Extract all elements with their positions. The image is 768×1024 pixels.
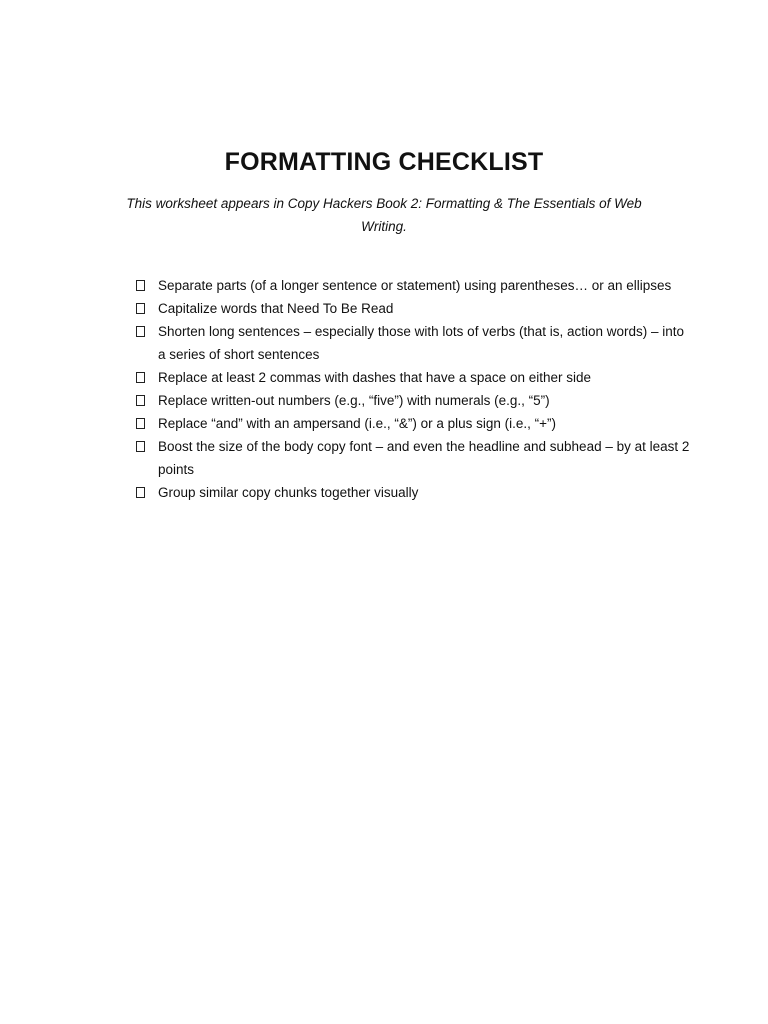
checklist-item-parentheses — [134, 274, 694, 297]
checklist-item-capitalize — [134, 297, 694, 320]
checkbox-icon[interactable] — [136, 418, 145, 429]
checkbox-icon[interactable] — [136, 326, 145, 337]
checklist-item-text: Replace at least 2 commas with dashes that have a space on either side — [158, 370, 591, 385]
checklist-item-text: Replace “and” with an ampersand (i.e., “&”) or a plus sign (i.e., “+”) — [158, 416, 557, 431]
checkbox-icon[interactable] — [136, 280, 145, 291]
checkbox-icon[interactable] — [136, 372, 145, 383]
checklist-item-group-chunks — [134, 481, 694, 504]
page-subtitle: This worksheet appears in Copy Hackers Book 2: Formatting & The Essentials of Web Writing. — [126, 196, 642, 234]
checklist-item-shorten-sentences — [134, 320, 694, 366]
checklist-item-text: Shorten long sentences – especially those with lots of verbs (that is, action words) – into a series of short sentences — [158, 324, 685, 362]
checklist-item-text: Replace written-out numbers (e.g., “five”) with numerals (e.g., “5”) — [158, 393, 550, 408]
checklist-item-text: Group similar copy chunks together visually — [158, 485, 419, 500]
checkbox-icon[interactable] — [136, 395, 145, 406]
checklist-item-text: Boost the size of the body copy font – and even the headline and subhead – by at least 2 points — [158, 439, 690, 477]
formatting-checklist — [134, 274, 694, 504]
checklist-item-text: Separate parts (of a longer sentence or statement) using parentheses… or an ellipses — [158, 278, 672, 293]
checkbox-icon[interactable] — [136, 303, 145, 314]
checklist-item-ampersand — [134, 412, 694, 435]
checklist-item-dashes — [134, 366, 694, 389]
checkbox-icon[interactable] — [136, 441, 145, 452]
checklist-item-numerals — [134, 389, 694, 412]
checklist-item-font-size — [134, 435, 694, 481]
checkbox-icon[interactable] — [136, 487, 145, 498]
checklist-item-text: Capitalize words that Need To Be Read — [158, 301, 394, 316]
page-title: FORMATTING CHECKLIST — [224, 148, 544, 176]
